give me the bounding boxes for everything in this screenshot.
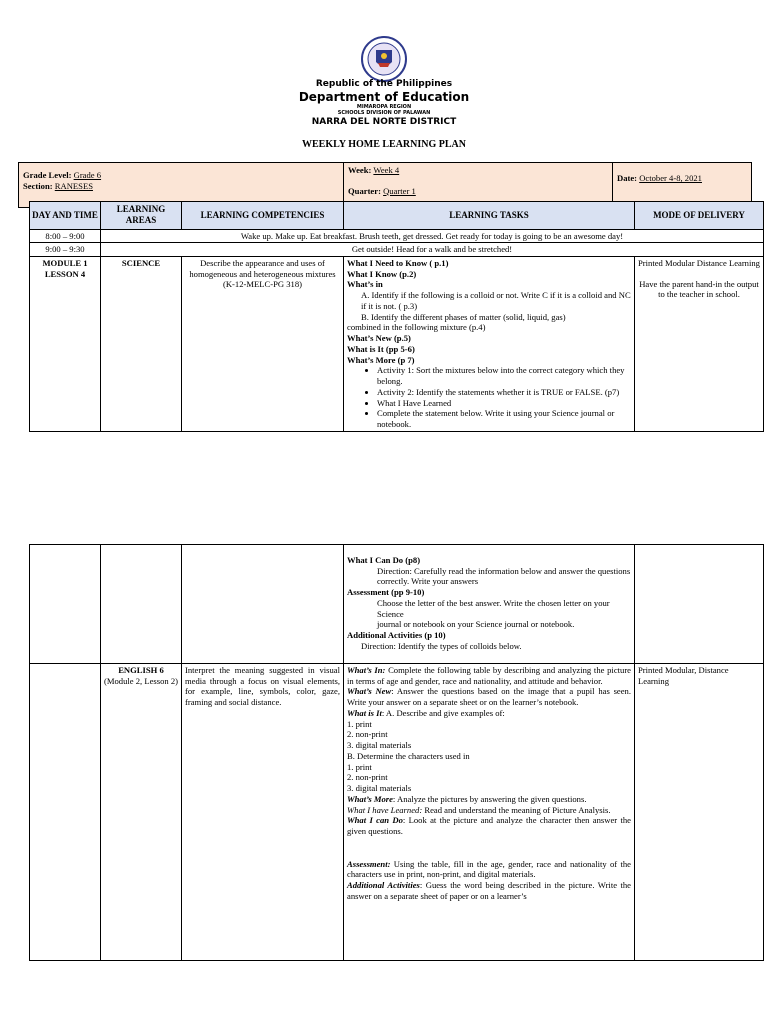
routine-row: 8:00 – 9:00 Wake up. Make up. Eat breakfast. Brush teeth, get dressed. Get ready for today is going to be an awesome day! [30,229,764,243]
week-quarter-cell: Week: Week 4 Quarter: Quarter 1 [344,163,613,208]
english-area: ENGLISH 6 (Module 2, Lesson 2) [101,664,182,961]
section-value: RANESES [54,180,93,191]
grade-value: Grade 6 [73,170,102,180]
col-learning-tasks: LEARNING TASKS [344,202,635,230]
republic-line: Republic of the Philippines [315,79,453,89]
science-day: MODULE 1 LESSON 4 [30,256,101,431]
science-continued-row [30,545,764,664]
week-value: Week 4 [373,165,400,175]
english-tasks: What’s In: Complete the following table by describing and analyzing the picture in terms of age and gender, race and nationality, and attitude and behavior. What’s New: Answer the questions based on the image that a pupil has seen. Write your answer on a separate sheet or on the learner’s notebook. What is It: A. Describe and give examples of: 1. print 2. non-print 3. digital materials B. Determine the characters used in 1. print 2. non-print 3. digital materials What’s More: Analyze the pictures by answering the given questions. What I have Learned: Read and understand the meaning of Picture Analysis. What I can Do: Look at the picture and analyze the character then answer the given questions. Assessment: Using the table, fill in the age, gender, race and nationality of the characters use in print, non-print, and digital materials. Additional Activities: Guess the word being described in the picture. Write the answer on a separate sheet of paper or on a learner’s [344,664,635,961]
english-row [30,664,764,961]
science-continued-tasks: What I Can Do (p8) Direction: Carefully read the information below and answer the questions correctly. Write your answers Assessment (pp 9-10) Choose the letter of the best answer. Write the chosen letter on your Science journal or notebook on your Science journal or notebook. Additional Activities (p 10) Direction: Identify the types of colloids below. [344,545,635,664]
division-line: SCHOOLS DIVISION OF PALAWAN [337,110,431,116]
list-item: • What I Have Learned [377,398,631,409]
science-row [30,256,764,431]
grade-section-cell: Grade Level: Grade 6 Section: RANESES [19,163,344,208]
col-learning-areas: LEARNING AREAS [101,202,182,230]
col-competencies: LEARNING COMPETENCIES [182,202,344,230]
col-day-time: DAY AND TIME [30,202,101,230]
date-value: October 4-8, 2021 [639,173,702,183]
quarter-value: Quarter 1 [383,185,416,196]
science-mode: Printed Modular Distance Learning Have the parent hand-in the output to the teacher in school. [635,256,764,431]
list-item: • Complete the statement below. Write it using your Science journal or notebook. [377,408,631,429]
date-cell: Date: October 4-8, 2021 [613,163,752,208]
region-line: MIMAROPA REGION [356,104,412,110]
english-competency: Interpret the meaning suggested in visual media through a focus on visual elements, for example, line, symbols, color, gaze, framing and social distance. [182,664,344,961]
science-competency: Describe the appearance and uses of homogeneous and heterogeneous mixtures (K-12-MELC-PG 318) [182,256,344,431]
list-item: • Activity 2: Identify the statements whether it is TRUE or FALSE. (p7) [377,387,631,398]
learning-plan-table-continued [29,544,764,961]
department-line: Department of Education [298,90,470,104]
plan-title: WEEKLY HOME LEARNING PLAN [301,139,466,150]
learning-plan-table [29,201,764,432]
english-mode: Printed Modular, Distance Learning [635,664,764,961]
science-area: SCIENCE [101,256,182,431]
routine-row: 9:00 – 9:30 Get outside! Head for a walk and be stretched! [30,243,764,257]
science-tasks: What I Need to Know ( p.1) What I Know (p.2) What’s in A. Identify if the following is a colloid or not. Write C if it is a colloid and NC if it is not. ( p.3) B. Identify the different phases of matter (solid, liquid, gas) combined in the following mixture (p.4) What’s New (p.5) What is It (pp 5-6) What’s More (p 7) • Activity 1: Sort the mixtures below into the correct category which they belong. • Activity 2: Identify the statements whether it is TRUE or FALSE. (p7) • What I Have Learned • Complete the statement below. Write it using your Science journal or notebook. [344,256,635,431]
deped-seal-logo [356,36,412,82]
list-item: • Activity 1: Sort the mixtures below into the correct category which they belong. [377,365,631,386]
col-mode-delivery: MODE OF DELIVERY [635,202,764,230]
district-line: NARRA DEL NORTE DISTRICT [311,117,457,127]
